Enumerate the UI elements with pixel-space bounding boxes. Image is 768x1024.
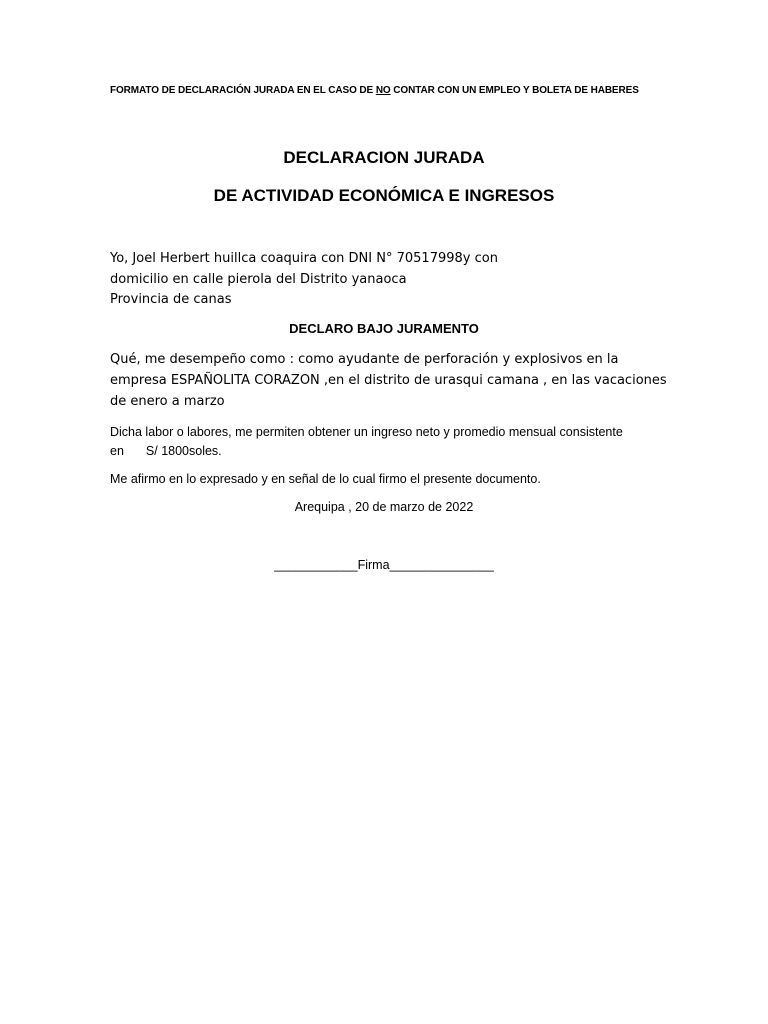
income-line2 (110, 444, 222, 458)
document-title-line1: DECLARACION JURADA (283, 148, 485, 167)
identity-line1: Yo, Joel Herbert huillca coaquira con DNI N° 70517998y con (110, 251, 498, 266)
format-header-underlined: NO (375, 85, 391, 96)
signature-line-left: ____________ (274, 558, 358, 572)
affirmation-text: Me afirmo en lo expresado y en señal de lo cual firmo el presente documento. (110, 472, 541, 486)
place-date: Arequipa , 20 de marzo de 2022 (294, 500, 474, 514)
identity-line2: domicilio en calle pierola del Distrito yanaoca (110, 272, 407, 287)
occupation-line1: Qué, me desempeño como : como ayudante de perforación y explosivos en la (110, 352, 619, 367)
income-line1: Dicha labor o labores, me permiten obtener un ingreso neto y promedio mensual consistente (110, 425, 623, 439)
income-line2-prefix: en (110, 444, 124, 458)
format-header-part2: CONTAR CON UN EMPLEO Y BOLETA DE HABERES (390, 85, 639, 96)
occupation-line3: de enero a marzo (110, 394, 225, 409)
format-header (110, 85, 639, 96)
signature-line (0, 558, 768, 572)
declaration-heading: DECLARO BAJO JURAMENTO (289, 321, 479, 336)
format-header-part1: FORMATO DE DECLARACIÓN JURADA EN EL CASO DE (110, 85, 376, 96)
identity-line3: Provincia de canas (110, 292, 232, 307)
signature-line-right: _______________ (389, 558, 494, 572)
occupation-line2: empresa ESPAÑOLITA CORAZON ,en el distrito de urasqui camana , en las vacaciones (110, 373, 667, 388)
document-title-line2: DE ACTIVIDAD ECONÓMICA E INGRESOS (213, 186, 555, 205)
income-amount: S/ 1800soles. (145, 444, 222, 458)
signature-label: Firma (357, 558, 390, 572)
